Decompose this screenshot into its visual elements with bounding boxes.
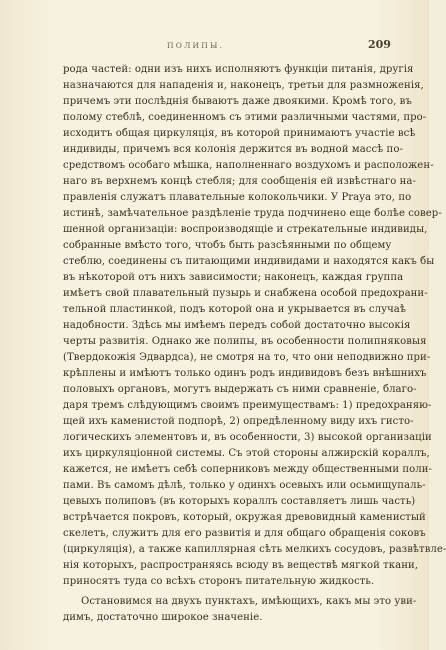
text-line: исходитъ общая циркуляція, въ которой принимаютъ участіе всѣ: [63, 128, 416, 139]
text-line: приносятъ туда со всѣхъ сторонъ питательную жидкость.: [63, 576, 375, 587]
text-line: (циркуляція), а также капиллярная сѣть мелкихъ сосудовъ, развѣтвле-: [63, 544, 446, 555]
text-line: надобности. Здѣсь мы имѣемъ передъ собой достаточно высокія: [63, 320, 411, 331]
text-line: въ нѣкоторой отъ нихъ зависимости; наконецъ, каждая группа: [63, 272, 404, 283]
text-line: скелетъ, служитъ для его развитія и для общаго обращенія соковъ: [63, 528, 426, 539]
text-line: собранные вмѣсто того, чтобъ быть разсѣянными по общему: [63, 240, 392, 251]
text-line: причемъ эти послѣднія бываютъ даже двоякими. Кромѣ того, въ: [63, 96, 412, 107]
running-head: ПОЛИПЫ.: [167, 41, 225, 50]
body-text: [63, 62, 446, 626]
text-line: кажется, не имѣетъ себѣ соперниковъ между общественными поли-: [63, 464, 432, 475]
text-line: даря тремъ слѣдующимъ своимъ преимуществамъ: 1) предохраняю-: [63, 400, 432, 411]
text-line: истинѣ, замѣчательное раздѣленіе труда подчинено еще болѣе совер-: [63, 208, 442, 219]
text-line: щей ихъ каменистой подпорѣ, 2) опредѣленному виду ихъ гисто-: [63, 416, 414, 427]
page-header: [0, 38, 429, 52]
text-line: ихъ циркуляціонной системы. Съ этой стороны алжирскій кораллъ,: [63, 448, 430, 459]
paragraph-1: [63, 62, 446, 590]
text-line: нія которыхъ, распространяясь всюду въ веществѣ мягкой ткани,: [63, 560, 419, 571]
text-line: полому стеблѣ, соединенномъ съ этими различными частями, про-: [63, 112, 427, 123]
text-line: средствомъ особаго мѣшка, наполненнаго воздухомъ и расположен-: [63, 160, 434, 171]
text-line: рода частей: одни изъ нихъ исполняютъ функціи питанія, другія: [63, 64, 414, 75]
text-line: логическихъ элементовъ и, въ особенности, 3) высокой организаціи: [63, 432, 432, 443]
text-line: (Твердокожія Эдвардса), не смотря на то, что они неподвижно при-: [63, 352, 431, 363]
text-line: правленія служатъ плавательные колокольчики. У Praya это, по: [63, 192, 412, 203]
paragraph-2: [63, 594, 417, 626]
text-line: назначаются для нападенія и, наконецъ, третьи для размноженія,: [63, 80, 424, 91]
text-line: половыхъ органовъ, могутъ выдержать съ ними сравненіе, благо-: [63, 384, 417, 395]
text-line: крѣплены и имѣютъ только одинъ родъ индивидовъ безъ внѣшнихъ: [63, 368, 427, 379]
text-line: стеблю, соединены съ питающими индивидами и находятся какъ бы: [63, 256, 435, 267]
page-number: 209: [368, 38, 391, 51]
text-line: встрѣчается покровъ, который, окружая древовидный каменистый: [63, 512, 426, 523]
text-line: черты развитія. Однако же полипы, въ особенности полипняковыя: [63, 336, 427, 347]
text-line: имѣетъ свой плавательный пузырь и снабжена особой предохрани-: [63, 288, 428, 299]
text-line: наго въ верхнемъ концѣ стебля; для сообщенія ей извѣстнаго на-: [63, 176, 416, 187]
text-line: Остановимся на двухъ пунктахъ, имѣющихъ, какъ мы это уви-: [81, 596, 417, 607]
text-line: тельной пластинкой, подъ которой она и укрывается въ случаѣ: [63, 304, 406, 315]
text-line: индивиды, причемъ вся колонія держится въ водной массѣ по-: [63, 144, 403, 155]
text-line: цевыхъ полиповъ (въ которыхъ кораллъ составляетъ лишь часть): [63, 496, 416, 507]
text-line: пами. Въ самомъ дѣлѣ, только у одинхъ осевыхъ или осьмищупаль-: [63, 480, 426, 491]
text-line: шенной организаціи: воспроизводящіе и стрекательные индивиды,: [63, 224, 428, 235]
text-line: димъ, достаточно широкое значеніе.: [63, 612, 263, 623]
